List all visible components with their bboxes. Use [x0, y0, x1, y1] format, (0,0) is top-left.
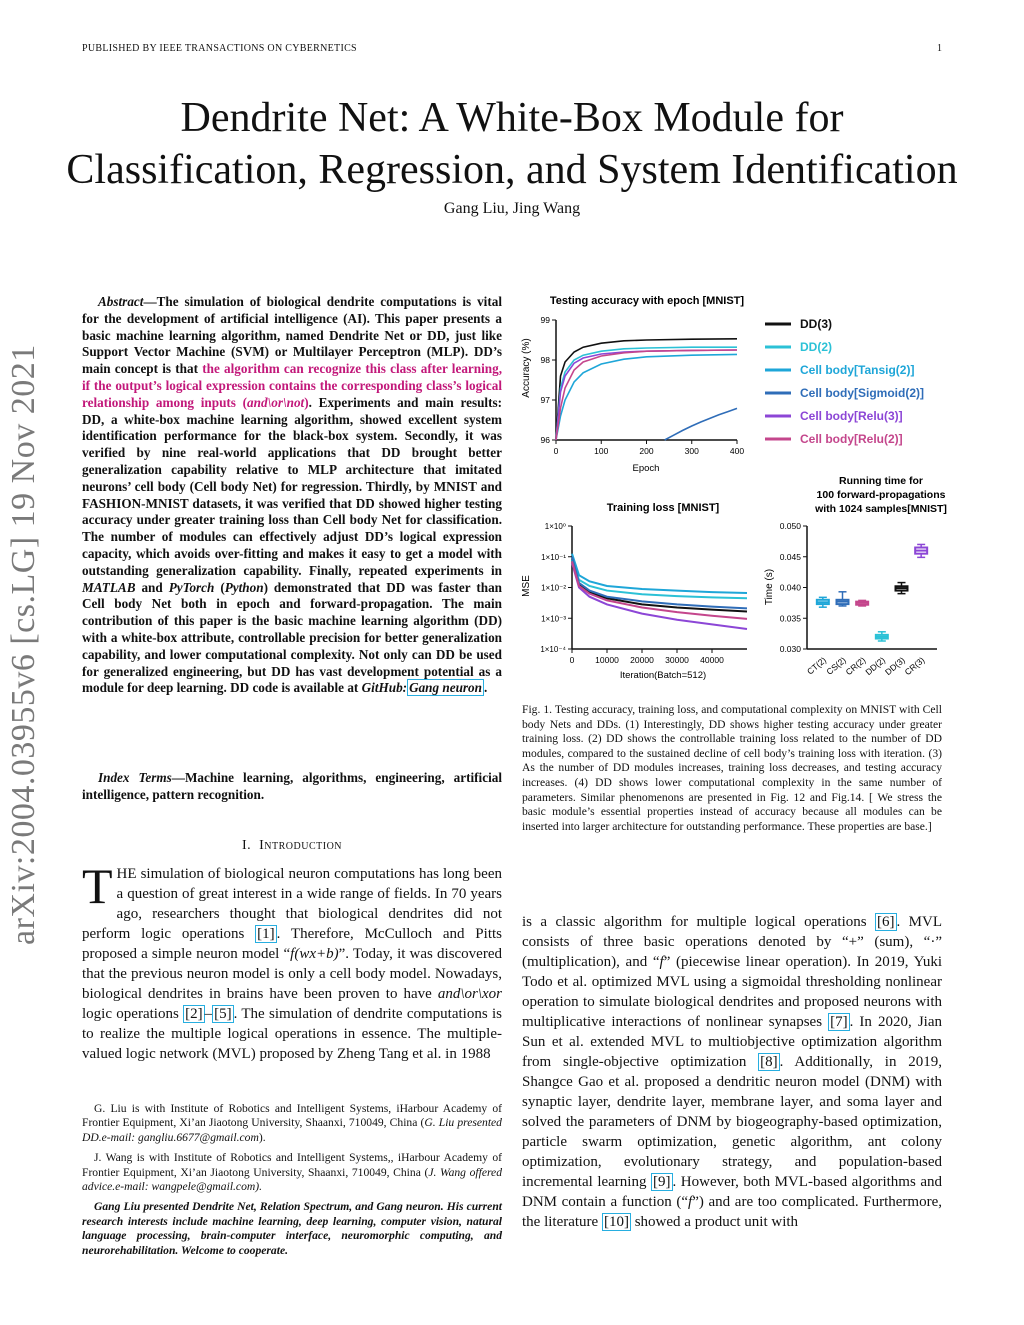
right-column-paragraph — [522, 912, 942, 1232]
legend-label: Cell body[Sigmoid(2)] — [800, 386, 924, 400]
authors: Gang Liu, Jing Wang — [443, 200, 581, 217]
ref-9[interactable]: [9] — [653, 1174, 671, 1190]
footnote-wang — [82, 1151, 502, 1194]
footnote-wang-i: J. Wang offered advice.e-mail: wangpele@gmail.com). — [82, 1165, 502, 1194]
c1-xtick-label: 0 — [553, 446, 559, 456]
c3-title-3: with 1024 samples[MNIST] — [815, 503, 947, 515]
c3-ytick-label: 0.040 — [779, 582, 801, 593]
c1-xtick-label: 200 — [639, 446, 654, 456]
c2-ytick-label: 1×10⁻⁴ — [540, 645, 566, 654]
abstract-highlight-logic: and\or\not — [247, 394, 305, 410]
c3-title-2: 100 forward-propagations — [816, 489, 946, 501]
c3-category-label: CS(2) — [824, 654, 848, 677]
c3-ytick-label: 0.050 — [779, 521, 801, 531]
c2-xlabel: Iteration(Batch=512) — [619, 670, 707, 681]
rc-d: . In 2020, Jian Sun et al. extended MVL to multiobjective optimization algorithm from single-objective optimization — [522, 1014, 942, 1070]
c3-category-label: CT(2) — [805, 654, 829, 677]
footnote-liu-i: G. Liu presented DD.e-mail: gangliu.6677@gmail.com — [82, 1116, 502, 1144]
ref-2[interactable]: [2] — [185, 1006, 203, 1022]
section-heading — [82, 838, 502, 854]
legend-label: DD(2) — [800, 340, 832, 354]
ref-6[interactable]: [6] — [877, 914, 895, 930]
c1-series-line — [556, 350, 737, 440]
c1-ytick-label: 98 — [540, 355, 550, 365]
intro-p1a: HE simulation of biological neuron computations has long been a question of great interest in a wide range of fields. In 70 years ago, researchers thought that biological dendrites did not perform logic operations — [82, 866, 502, 942]
rc-f: . However, both MVL-based algorithms and DNM contain a function (“ — [522, 1174, 942, 1210]
footnote-liu — [82, 1102, 502, 1145]
footnote-liu-b: ). — [258, 1130, 266, 1144]
abstract-part1: —The simulation of biological dendrite computations is vital for the development of artificial intelligence (AI). This paper presents a basic machine learning algorithm, named Dendrite Net or DD, just like Support Vector Machine (SVM) or Multilayer Perceptron (MLP). DD’s main concept is that — [82, 294, 502, 377]
footnote-wang-a: J. Wang is with Institute of Robotics and Intelligent Systems,, iHarbour Academy of Frontier Equipment, Xi’an Jiaotong University, Shaanxi, 710049, China ( — [82, 1151, 502, 1179]
section-title: Introduction — [259, 838, 343, 853]
title-line-1: Dendrite Net: A White-Box Module for — [180, 95, 844, 141]
intro-p1b: . Therefore, McCulloch and Pitts proposed a simple neuron model “ — [82, 926, 502, 962]
ref-10[interactable]: [10] — [603, 1214, 629, 1230]
c1-series-line — [556, 347, 737, 440]
abstract-highlight-end: ) — [304, 394, 309, 410]
c3-title-1: Running time for — [839, 475, 923, 487]
intro-p1e: . The simulation of dendrite computations is to realize the multiple logical operations in essence. The multiple-valued logic network (MVL) proposed by Zheng Tang et al. in 1988 — [82, 1006, 502, 1062]
c2-ytick-label: 1×10⁻² — [541, 583, 566, 593]
c3-ytick-label: 0.030 — [779, 644, 801, 654]
chart-legend — [765, 317, 924, 446]
title-line-2: Classification, Regression, and System Identification — [66, 147, 958, 193]
ref-8[interactable]: [8] — [760, 1054, 778, 1070]
legend-label: Cell body[Relu(3)] — [800, 409, 903, 423]
c3-category-label: CR(3) — [902, 654, 927, 678]
legend-label: Cell body[Tansig(2)] — [800, 363, 915, 377]
c2-xtick-label: 10000 — [595, 655, 619, 665]
abstract-github: GitHub: — [361, 680, 408, 696]
rc-a: is a classic algorithm for multiple logical operations — [522, 914, 875, 930]
c3-category-label: DD(3) — [882, 654, 907, 678]
c3-category-label: DD(2) — [863, 654, 888, 678]
rc-g: ”) and are too complicated. Furthermore, the literature — [522, 1194, 942, 1230]
abstract-highlight-text: the algorithm can recognize this class after learning, if the output’s logical expression contains the corresponding class’s logical relationship among inputs ( — [82, 361, 502, 410]
c2-series-line — [572, 554, 747, 593]
figure-caption: Fig. 1. Testing accuracy, training loss, and computational complexity on MNIST with Cell body Nets and DDs. (1) Interestingly, DD shows higher testing accuracy under greater training loss. (2) DD shows the controllable training loss related to the number of DD modules, compared to the sustained decline of cell body’s training loss with iteration. (3) As the number of DD modules increases, training loss decreases, and testing accuracy increases. (4) DD shows lower computational complexity in the same number of parameters. Similar phenomenons are presented in Fig. 12 and Fig.14. [ We stress the basic module’s essential properties instead of accuracy because all modules can be inserted into larger architecture for outstanding performance. These properties are base.] — [522, 703, 942, 833]
c3-ylabel: Time (s) — [764, 568, 775, 606]
figure-1 — [515, 288, 955, 693]
c1-series-line — [556, 350, 737, 440]
paper-title — [0, 92, 1024, 196]
c2-ytick-label: 1×10⁻¹ — [541, 552, 566, 562]
chart-running-time — [764, 475, 947, 677]
abstract-part2: . Experiments and main results: DD, a white-box machine learning algorithm, showed excellent system identification performance for the black-box system. Secondly, it was verified by nine real-world applications that DD brought better generalization capability relative to MLP architecture that imitated neurons’ cell body (Cell body Net) for regression. Thirdly, by MNIST and FASHION-MNIST datasets, it was verified that DD showed higher testing accuracy under greater training loss than Cell body Net for classification. The number of modules can effectively adjust DD’s logical expression capacity, which avoids over-fitting and makes it easy to get a model with outstanding generalization capability. Finally, repeated experiments in — [82, 394, 502, 578]
c1-series-line — [665, 408, 737, 440]
running-header: PUBLISHED BY IEEE TRANSACTIONS ON CYBERNETICS — [82, 43, 357, 54]
intro-p1d: logic operations — [82, 1006, 184, 1022]
abstract-label: Abstract — [98, 294, 144, 309]
c1-ytick-label: 96 — [540, 435, 550, 445]
c1-xtick-label: 400 — [729, 446, 745, 456]
index-terms — [82, 770, 502, 804]
intro-model: f(wx+b) — [290, 946, 339, 962]
intro-dash: – — [204, 1006, 213, 1022]
abstract: Abstract—The simulation of biological dendrite computations is vital for the development of artificial intelligence (AI). This paper presents a basic machine learning algorithm, named Dendrite Net or DD, just like Support Vector Machine (SVM) or Multilayer Perceptron (MLP). DD’s main concept is that the algorithm can recognize this class after learning, if the output’s logical expression contains the corresponding class’s logical relationship among inputs (and\or\not). Experiments and main results: DD, a white-box machine learning algorithm, showed excellent system identification performance for the black-box system. Secondly, it was verified by nine real-world applications that DD brought better generalization capability relative to MLP architecture that imitated neurons’ cell body (Cell body Net) for regression. Thirdly, by MNIST and FASHION-MNIST datasets, it was verified that DD showed higher testing accuracy under greater training loss than Cell body Net for classification. The number of modules can effectively adjust DD’s logical expression capacity, which avoids over-fitting and makes it easy to get a model with outstanding generalization capability. Finally, repeated experiments in MATLAB and PyTorch (Python) demonstrated that DD was faster than Cell body Net both in epoch and forward-propagation. The main contribution of this paper is the basic machine learning algorithm (DD) with a white-box attribute, controllable precision for better generalization capability, and lower computational complexity. Not only can DD be used for generalized engineering, but DD has vast development potential as a module for deep learning. DD code is available at GitHub: Gang neuron . — [82, 294, 502, 696]
c2-xtick-label: 40000 — [700, 655, 724, 665]
rc-f1: f — [659, 954, 664, 970]
c3-ytick-label: 0.045 — [779, 551, 801, 562]
ref-5[interactable]: [5] — [214, 1006, 232, 1022]
intro-paragraph — [82, 858, 502, 1064]
c1-ytick-label: 97 — [540, 395, 550, 405]
c3-ytick-label: 0.035 — [779, 613, 801, 624]
c2-title: Training loss [MNIST] — [606, 502, 720, 514]
c1-xtick-label: 300 — [684, 446, 699, 456]
chart-training-loss — [521, 502, 747, 681]
c2-xtick-label: 0 — [569, 655, 575, 665]
index-terms-text: —Machine learning, algorithms, engineering, artificial intelligence, pattern recognition. — [82, 770, 502, 802]
chart-testing-accuracy — [521, 295, 744, 474]
abstract-part3: ) demonstrated that DD was faster than Cell body Net both in epoch and forward-propagation. The main contribution of this paper is the basic machine learning algorithm (DD) with a white-box attribute, controllable precision for better generalization capability, and lower computational complexity. Not only can DD be used for generalized engineering, but DD has vast development potential as a module for deep learning. DD code is available at — [82, 579, 502, 696]
c1-series-line — [556, 354, 737, 440]
ref-1[interactable]: [1] — [257, 926, 275, 942]
rc-c: ” (piecewise linear operation). In 2019, Yuki Todo et al. optimized MVL using a sigmoidal thresholding nonlinear operation to simulate biological dendrites and proposed neurons with multiplicative interactions of nonlinear synapses — [522, 954, 942, 1030]
rc-h: showed a product unit with — [630, 1214, 799, 1230]
intro-p1c: ”. Today, it was discovered that the previous neuron model is only a cell body model. Nowadays, biological dendrites in brains have been proven to have — [82, 946, 502, 1002]
intro-logic: and\or\xor — [437, 986, 502, 1002]
arxiv-stamp: arXiv:2004.03955v6 [cs.LG] 19 Nov 2021 — [5, 344, 42, 945]
rc-f2: f — [688, 1194, 693, 1210]
footnotes — [82, 1102, 502, 1264]
c2-xtick-label: 30000 — [665, 655, 689, 665]
dropcap: T — [82, 858, 113, 914]
github-link[interactable]: Gang neuron — [409, 680, 482, 696]
index-terms-label: Index Terms — [98, 770, 172, 785]
c2-ytick-label: 1×10⁰ — [544, 522, 566, 531]
c1-title: Testing accuracy with epoch [MNIST] — [549, 295, 745, 307]
c2-ylabel: MSE — [521, 575, 532, 597]
footnote-liu-a: G. Liu is with Institute of Robotics and Intelligent Systems, iHarbour Academy of Frontier Equipment, Xi’an Jiaotong University, Shaanxi, 710049, China ( — [82, 1102, 502, 1130]
ref-7[interactable]: [7] — [830, 1014, 848, 1030]
rc-e: . Additionally, in 2019, Shangce Gao et al. proposed a dendritic neuron model (DNM) with synaptic layer, dendrite layer, membrane layer, and soma layer and solved the parameters of DNM by biogeography-based optimization, particle swarm optimization, genetic algorithm, ant colony optimization, evolutionary strategy, and population-based incremental learning — [522, 1054, 942, 1190]
c1-xlabel: Epoch — [632, 463, 660, 474]
c2-ytick-label: 1×10⁻³ — [541, 614, 566, 624]
c3-category-label: CR(2) — [843, 654, 868, 678]
page-number: 1 — [937, 43, 943, 54]
legend-label: Cell body[Relu(2)] — [800, 432, 903, 446]
abstract-python: Python — [224, 579, 264, 595]
abstract-and: and — [135, 579, 169, 595]
section-number: I. — [241, 838, 252, 853]
rc-b: . MVL consists of three basic operations denoted by “+” (sum), “·” (multiplication), and “ — [522, 914, 942, 970]
c2-xtick-label: 20000 — [630, 655, 654, 665]
abstract-end: . — [484, 680, 488, 696]
abstract-matlab: MATLAB — [82, 579, 136, 595]
abstract-pytorch: PyTorch — [168, 579, 215, 595]
footnote-bio: Gang Liu presented Dendrite Net, Relation Spectrum, and Gang neuron. His current research interests include machine learning, deep learning, computer vision, natural language processing, brain-computer interface, neuromorphic computing, and neurorehabilitation. Welcome to cooperate. — [82, 1200, 502, 1257]
c1-xtick-label: 100 — [594, 446, 609, 456]
c1-series-line — [556, 339, 737, 440]
c1-ytick-label: 99 — [540, 315, 550, 325]
legend-label: DD(3) — [800, 317, 832, 331]
c1-ylabel: Accuracy (%) — [521, 338, 532, 398]
